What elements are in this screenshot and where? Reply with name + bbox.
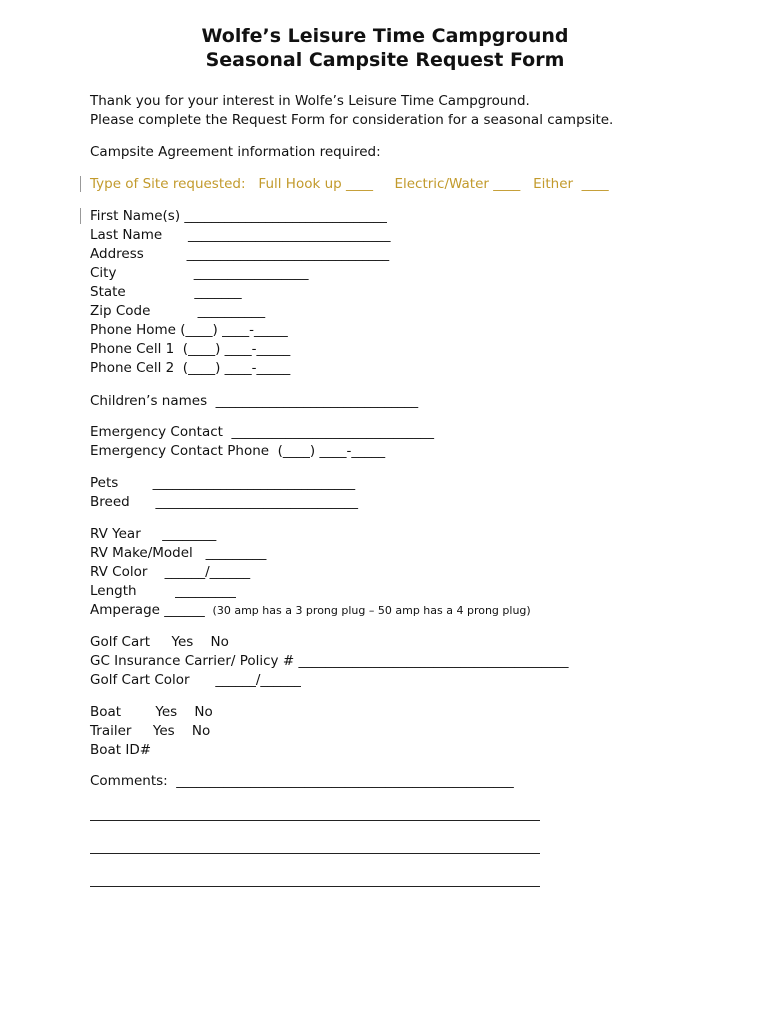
- rv-year-field[interactable]: RV Year ________: [90, 526, 217, 542]
- golf-cart-field[interactable]: Golf Cart Yes No: [90, 634, 229, 650]
- intro-line-2: Please complete the Request Form for consideration for a seasonal campsite.: [90, 112, 614, 128]
- city-field[interactable]: City _________________: [90, 265, 309, 281]
- boat-id-field[interactable]: Boat ID#: [90, 742, 152, 758]
- amperage-note: (30 amp has a 3 prong plug – 50 amp has a 4 prong plug): [209, 604, 531, 617]
- zip-code-field[interactable]: Zip Code __________: [90, 303, 266, 319]
- phone-cell-2-field[interactable]: Phone Cell 2 (____) ____-_____: [90, 360, 291, 376]
- rv-color-field[interactable]: RV Color ______/______: [90, 564, 251, 580]
- phone-cell-1-field[interactable]: Phone Cell 1 (____) ____-_____: [90, 341, 291, 357]
- comments-blank-line[interactable]: [90, 886, 540, 887]
- breed-field[interactable]: Breed ______________________________: [90, 494, 358, 510]
- revision-bar: [80, 176, 81, 192]
- revision-bar: [80, 208, 81, 224]
- state-field[interactable]: State _______: [90, 284, 242, 300]
- first-name-field[interactable]: First Name(s) ______________________________: [90, 208, 387, 224]
- pets-field[interactable]: Pets ______________________________: [90, 475, 356, 491]
- intro-line-1: Thank you for your interest in Wolfe’s Leisure Time Campground.: [90, 93, 530, 109]
- length-field[interactable]: Length _________: [90, 583, 236, 599]
- childrens-names-field[interactable]: Children’s names ______________________________: [90, 393, 419, 409]
- address-field[interactable]: Address ______________________________: [90, 246, 390, 262]
- golf-cart-color-field[interactable]: Golf Cart Color ______/______: [90, 672, 301, 688]
- amperage-field[interactable]: Amperage ______: [90, 602, 210, 618]
- site-type-field[interactable]: Type of Site requested: Full Hook up ____ Electric/Water ____ Either ____: [90, 176, 609, 192]
- form-title: Seasonal Campsite Request Form: [205, 49, 565, 71]
- agreement-info-label: Campsite Agreement information required:: [90, 144, 381, 160]
- phone-home-field[interactable]: Phone Home (____) ____-_____: [90, 322, 288, 338]
- last-name-field[interactable]: Last Name ______________________________: [90, 227, 391, 243]
- emergency-phone-field[interactable]: Emergency Contact Phone (____) ____-_____: [90, 443, 386, 459]
- comments-field[interactable]: Comments: __________________________________________________: [90, 773, 514, 789]
- comments-blank-line[interactable]: [90, 820, 540, 821]
- gc-insurance-field[interactable]: GC Insurance Carrier/ Policy # ________________________________________: [90, 653, 569, 669]
- trailer-field[interactable]: Trailer Yes No: [90, 723, 211, 739]
- campground-title: Wolfe’s Leisure Time Campground: [201, 25, 569, 47]
- amperage-row: [90, 601, 531, 620]
- emergency-contact-field[interactable]: Emergency Contact ______________________________: [90, 424, 435, 440]
- rv-make-model-field[interactable]: RV Make/Model _________: [90, 545, 267, 561]
- boat-field[interactable]: Boat Yes No: [90, 704, 213, 720]
- comments-blank-line[interactable]: [90, 853, 540, 854]
